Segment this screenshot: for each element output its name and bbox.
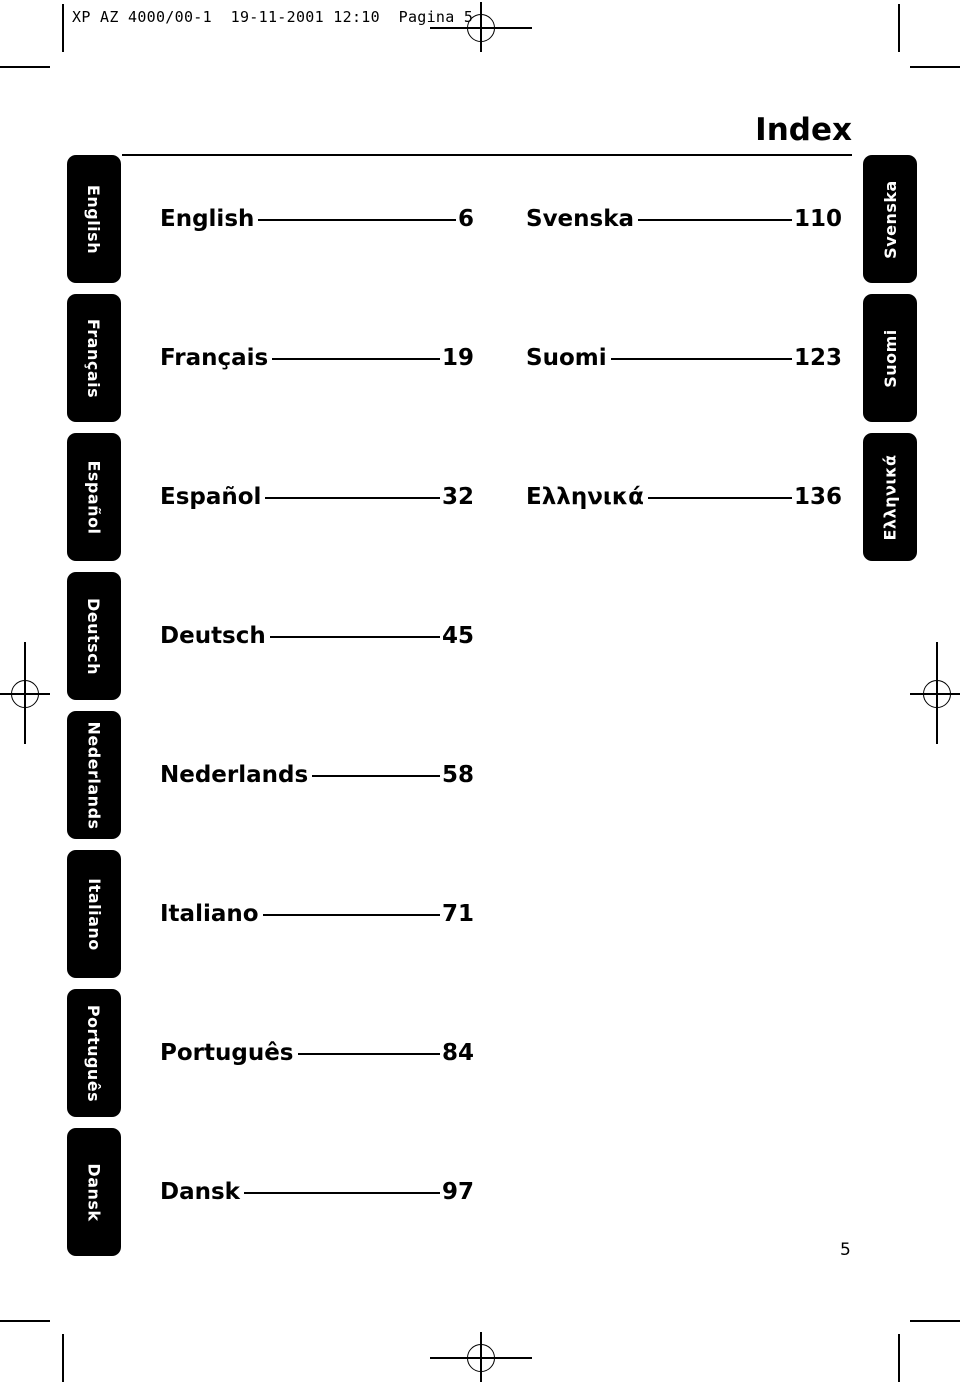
- crop-mark: [0, 1320, 50, 1322]
- tab-espanol[interactable]: [67, 433, 121, 561]
- tab-english[interactable]: [67, 155, 121, 283]
- print-slug: [72, 8, 473, 26]
- index-entry-deutsch[interactable]: [160, 621, 474, 651]
- entry-label: Français: [160, 345, 269, 371]
- tab-svenska[interactable]: [863, 155, 917, 283]
- index-entry-espanol[interactable]: [160, 482, 474, 512]
- tab-ellinika[interactable]: [863, 433, 917, 561]
- crop-mark: [62, 4, 64, 52]
- tab-nederlands[interactable]: [67, 711, 121, 839]
- index-entry-francais[interactable]: [160, 343, 474, 373]
- tab-suomi[interactable]: [863, 294, 917, 422]
- index-entry-italiano[interactable]: [160, 899, 474, 929]
- page-title: Index: [755, 112, 852, 148]
- tab-label: English: [84, 184, 104, 254]
- crop-mark: [910, 1320, 960, 1322]
- tab-portugues[interactable]: [67, 989, 121, 1117]
- tab-label: Español: [84, 459, 104, 535]
- leader-rule: [270, 636, 440, 638]
- tab-label: Dansk: [84, 1162, 104, 1222]
- entry-label: Español: [160, 484, 262, 510]
- leader-rule: [648, 497, 792, 499]
- tab-label: Svenska: [880, 179, 900, 259]
- index-entry-ellinika[interactable]: [526, 482, 842, 512]
- slug-date: 19-11-2001 12:10: [230, 8, 380, 26]
- index-entry-portugues[interactable]: [160, 1038, 474, 1068]
- leader-rule: [244, 1192, 440, 1194]
- tab-deutsch[interactable]: [67, 572, 121, 700]
- index-entry-nederlands[interactable]: [160, 760, 474, 790]
- tab-italiano[interactable]: [67, 850, 121, 978]
- entry-label: Italiano: [160, 901, 259, 927]
- tab-label: Français: [84, 318, 104, 398]
- tab-label: Nederlands: [84, 720, 104, 830]
- entry-label: Ελληνικά: [526, 484, 644, 510]
- leader-rule: [265, 497, 440, 499]
- entry-label: English: [160, 206, 255, 232]
- tab-label: Português: [84, 1004, 104, 1102]
- tab-francais[interactable]: [67, 294, 121, 422]
- entry-page: 45: [441, 623, 474, 649]
- leader-rule: [638, 219, 792, 221]
- page-number: 5: [840, 1240, 851, 1260]
- tab-label: Italiano: [84, 877, 104, 951]
- entry-label: Suomi: [526, 345, 607, 371]
- crop-mark: [62, 1334, 64, 1382]
- entry-page: 32: [441, 484, 474, 510]
- entry-page: 6: [457, 206, 474, 232]
- index-entry-suomi[interactable]: [526, 343, 842, 373]
- entry-page: 136: [793, 484, 842, 510]
- tab-label: Suomi: [880, 328, 900, 388]
- tab-label: Ελληνικά: [880, 453, 900, 541]
- leader-rule: [611, 358, 792, 360]
- entry-page: 19: [441, 345, 474, 371]
- index-entry-english[interactable]: [160, 204, 474, 234]
- leader-rule: [258, 219, 456, 221]
- tab-dansk[interactable]: [67, 1128, 121, 1256]
- entry-page: 71: [441, 901, 474, 927]
- leader-rule: [272, 358, 440, 360]
- slug-page: Pagina 5: [398, 8, 474, 26]
- leader-rule: [298, 1053, 440, 1055]
- title-rule: [122, 154, 852, 156]
- leader-rule: [263, 914, 440, 916]
- entry-page: 97: [441, 1179, 474, 1205]
- entry-page: 123: [793, 345, 842, 371]
- entry-page: 110: [793, 206, 842, 232]
- crop-mark: [898, 4, 900, 52]
- entry-label: Português: [160, 1040, 294, 1066]
- slug-code: XP AZ 4000/00-1: [72, 8, 212, 26]
- index-entry-dansk[interactable]: [160, 1177, 474, 1207]
- entry-page: 84: [441, 1040, 474, 1066]
- entry-label: Dansk: [160, 1179, 240, 1205]
- tab-label: Deutsch: [84, 597, 104, 675]
- entry-label: Nederlands: [160, 762, 309, 788]
- leader-rule: [312, 775, 440, 777]
- entry-label: Svenska: [526, 206, 635, 232]
- entry-page: 58: [441, 762, 474, 788]
- crop-mark: [910, 66, 960, 68]
- entry-label: Deutsch: [160, 623, 266, 649]
- crop-mark: [898, 1334, 900, 1382]
- crop-mark: [0, 66, 50, 68]
- index-entry-svenska[interactable]: [526, 204, 842, 234]
